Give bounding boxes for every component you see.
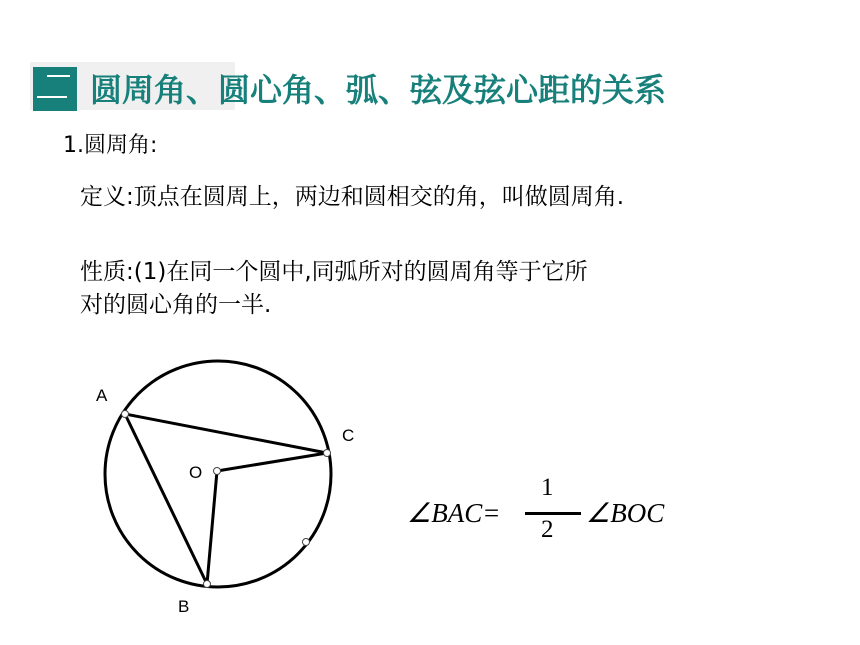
radius-OC bbox=[217, 453, 327, 471]
formula-right: ∠BOC bbox=[586, 498, 665, 528]
point-C bbox=[324, 450, 331, 457]
formula-left: ∠BAC= bbox=[407, 498, 501, 528]
point-arc bbox=[303, 539, 310, 546]
property-text-line1: 性质:(1)在同一个圆中,同弧所对的圆周角等于它所 bbox=[80, 259, 588, 285]
label-C: C bbox=[342, 426, 355, 445]
point-A bbox=[122, 411, 129, 418]
chord-AC bbox=[125, 414, 327, 453]
property-text-line2: 对的圆心角的一半. bbox=[80, 292, 272, 318]
fraction-numerator: 1 bbox=[541, 474, 554, 501]
definition-text: 定义:顶点在圆周上，两边和圆相交的角，叫做圆周角. bbox=[80, 184, 625, 210]
label-B: B bbox=[178, 597, 190, 616]
fraction-bar bbox=[525, 512, 581, 515]
chord-AB bbox=[125, 414, 207, 584]
point-B bbox=[204, 581, 211, 588]
section-label: 1.圆周角: bbox=[63, 133, 158, 158]
label-O: O bbox=[189, 463, 203, 482]
label-A: A bbox=[96, 386, 108, 405]
radius-OB bbox=[207, 471, 217, 584]
page-title: 圆周角、圆心角、弧、弦及弦心距的关系 bbox=[90, 71, 667, 109]
fraction-denominator: 2 bbox=[541, 516, 554, 543]
point-O bbox=[214, 468, 221, 475]
